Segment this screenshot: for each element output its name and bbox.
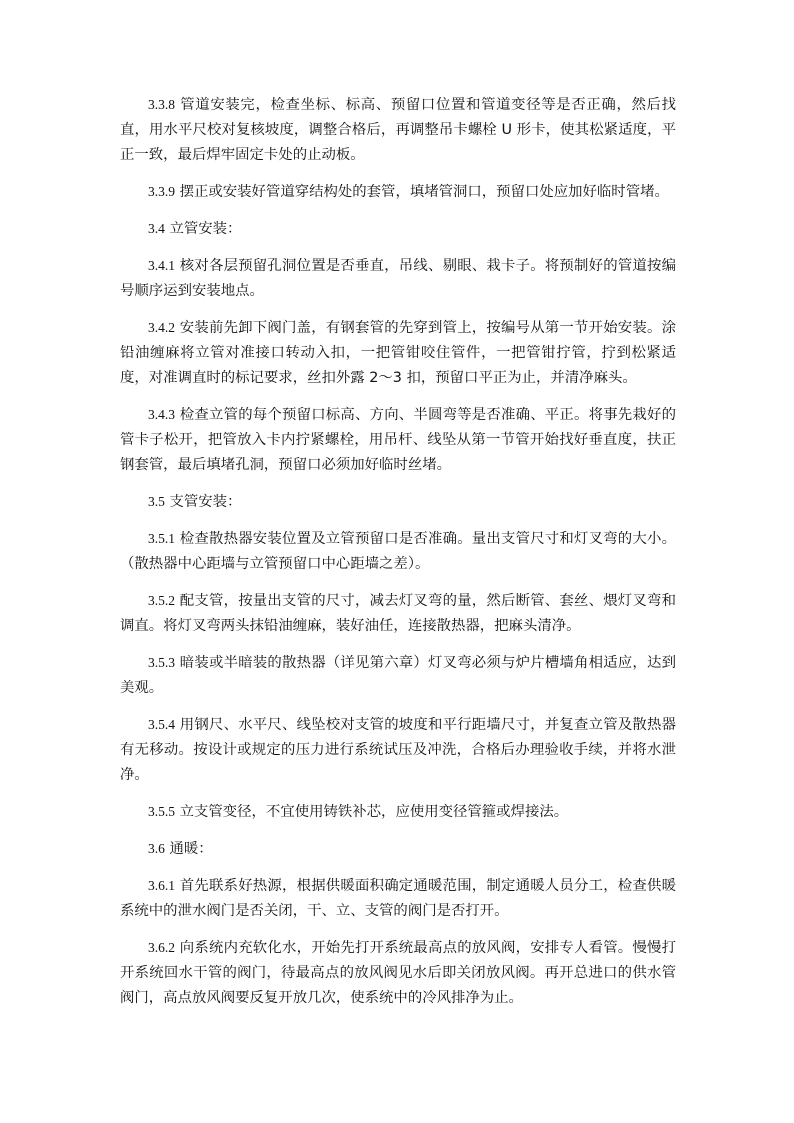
section-number: 3.5.1 [148, 531, 175, 546]
paragraph-3-3-8 [120, 92, 676, 168]
paragraph-text: 立支管变径，不宜使用铸铁补芯，应使用变径管箍或焊接法。 [179, 804, 569, 820]
paragraph-text: 检查散热器安装位置及立管预留口是否准确。量出支管尺寸和灯叉弯的大小。（散热器中心距墙与立管预留口中心距墙之差）。 [120, 531, 676, 572]
paragraph-text: 首先联系好热源，根据供暖面积确定通暖范围，制定通暖人员分工，检查供暖系统中的泄水阀门是否关闭，干、立、支管的阀门是否打开。 [120, 878, 676, 919]
paragraph-3-4-1 [120, 253, 676, 304]
paragraph-text: 暗装或半暗装的散热器（详见第六章）灯叉弯必须与炉片槽墙角相适应，达到美观。 [120, 655, 676, 696]
document-body [120, 92, 676, 1022]
heading-text: 通暖： [169, 841, 213, 857]
section-number: 3.6.2 [148, 940, 175, 955]
section-number: 3.4 [148, 221, 165, 236]
section-number: 3.4.1 [148, 258, 175, 273]
section-number: 3.5.3 [148, 655, 175, 670]
paragraph-3-5-3 [120, 650, 676, 701]
section-number: 3.6.1 [148, 878, 175, 893]
paragraph-3-6-1 [120, 873, 676, 924]
paragraph-text: 摆正或安装好管道穿结构处的套管，填堵管洞口，预留口处应加好临时管堵。 [179, 184, 669, 200]
paragraph-3-5-2 [120, 588, 676, 639]
heading-3-4 [120, 216, 676, 242]
paragraph-text: 管道安装完，检查坐标、标高、预留口位置和管道变径等是否正确，然后找直，用水平尺校对复核坡度，调整合格后，再调整吊卡螺栓 U 形卡，使其松紧适度，平正一致，最后焊牢固定卡处的止动板。 [120, 97, 676, 163]
heading-3-5 [120, 489, 676, 515]
paragraph-text: 向系统内充软化水，开始先打开系统最高点的放风阀，安排专人看管。慢慢打开系统回水干管的阀门，待最高点的放风阀见水后即关闭放风阀。再开总进口的供水管阀门，高点放风阀要反复开放几次，使系统中的冷风排净为止。 [120, 940, 676, 1006]
paragraph-text: 检查立管的每个预留口标高、方向、半圆弯等是否准确、平正。将事先栽好的管卡子松开，把管放入卡内拧紧螺栓，用吊杆、线坠从第一节管开始找好垂直度，扶正钢套管，最后填堵孔洞，预留口必须加好临时丝堵。 [120, 407, 676, 473]
paragraph-text: 安装前先卸下阀门盖，有钢套管的先穿到管上，按编号从第一节开始安装。涂铅油缠麻将立管对准接口转动入扣，一把管钳咬住管件，一把管钳拧管，拧到松紧适度，对准调直时的标记要求，丝扣外露 2～3 扣，预留口平正为止，并清净麻头。 [120, 320, 676, 386]
section-number: 3.6 [148, 841, 165, 856]
paragraph-text: 用钢尺、水平尺、线坠校对支管的坡度和平行距墙尺寸，并复查立管及散热器有无移动。按设计或规定的压力进行系统试压及冲洗，合格后办理验收手续，并将水泄净。 [120, 717, 676, 783]
paragraph-3-3-9 [120, 179, 676, 205]
section-number: 3.5.5 [148, 804, 175, 819]
paragraph-text: 核对各层预留孔洞位置是否垂直，吊线、剔眼、栽卡子。将预制好的管道按编号顺序运到安装地点。 [120, 258, 676, 299]
section-number: 3.5.2 [148, 593, 175, 608]
paragraph-3-5-4 [120, 712, 676, 788]
section-number: 3.3.8 [148, 97, 175, 112]
section-number: 3.5 [148, 494, 165, 509]
heading-text: 支管安装： [169, 494, 242, 510]
paragraph-3-4-2 [120, 315, 676, 391]
paragraph-3-5-5 [120, 799, 676, 825]
section-number: 3.4.3 [148, 407, 175, 422]
section-number: 3.5.4 [148, 717, 175, 732]
paragraph-3-4-3 [120, 402, 676, 478]
paragraph-text: 配支管，按量出支管的尺寸，减去灯叉弯的量，然后断管、套丝、煨灯叉弯和调直。将灯叉弯两头抹铅油缠麻，装好油任，连接散热器，把麻头清净。 [120, 593, 676, 634]
heading-3-6 [120, 836, 676, 862]
section-number: 3.3.9 [148, 184, 175, 199]
paragraph-3-5-1 [120, 526, 676, 577]
paragraph-3-6-2 [120, 935, 676, 1011]
heading-text: 立管安装： [169, 221, 242, 237]
section-number: 3.4.2 [148, 320, 175, 335]
